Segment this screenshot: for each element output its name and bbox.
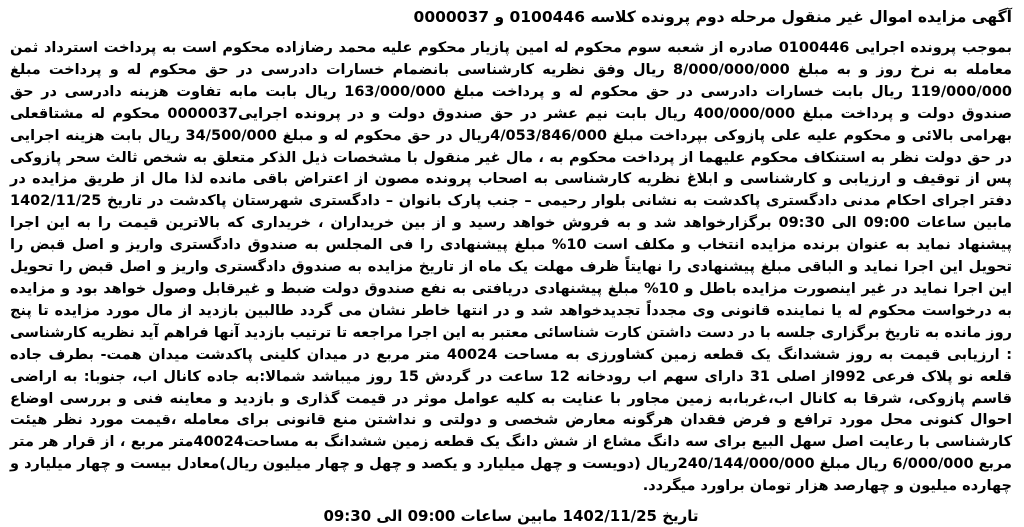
notice-title: آگهی مزایده اموال غیر منقول مرحله دوم پرونده کلاسه 0100446 و 0000037 — [413, 8, 1012, 26]
notice-body: بموجب پرونده اجرایی 0100446 صادره از شعبه سوم محکوم له امین پازیار محکوم علیه محمد رضازاده محکوم است به پرداخت استرداد ثمن معامله به نرخ روز و به مبلغ 8/000/000/000 ریال وفق نظریه کارشناسی بانضمام خسارات دادرسی در حق محکوم له و پرداخت مبلغ 119/000/000 ریال بابت خسارات دادرسی در حق محکوم له و پرداخت مبلغ 163/000/000 ریال بابت مابه تفاوت هزینه دادرسی در حق صندوق دولت و پرداخت مبلغ 400/000/000 ریال بابت نیم عشر در حق صندوق دولت و در پرونده اجرایی0000037 محکوم له مشتاقعلی بهرامی بالائی و محکوم علیه علی پازوکی بپرداخت مبلغ 4/053/846/000ریال در حق محکوم له و مبلغ 34/500/000 ریال بابت هزینه اجرایی در حق دولت نظر به استنکاف محکوم علیهما از پرداخت محکوم به ، مال غیر منقول با مشخصات ذیل الذکر متعلق به شخص ثالث سحر پازوکی پس از توقیف و ارزیابی و کارشناسی و ابلاغ نظریه کارشناسی به اصحاب پرونده مصون از اعتراض باقی مانده لذا مال از طریق مزایده در دفتر اجرای احکام مدنی دادگستری پاکدشت به نشانی بلوار رحیمی – جنب پارک بانوان – دادگستری شهرستان پاکدشت در تاریخ 1402/11/25 مابین ساعات 09:00 الی 09:30 برگزارخواهد شد و به فروش خواهد رسید و از بین خریداران ، خریداری که بالاترین قیمت را به این اجرا پیشنهاد نماید به عنوان برنده مزایده انتخاب و مکلف است 10% مبلغ پیشنهادی را فی المجلس به صندوق دادگستری واریز و اصل قبض را تحویل این اجرا نماید و الباقی مبلغ پیشنهادی را نهایتاً ظرف مهلت یک ماه از تاریخ مزایده به صندوق دادگستری واریز و اصل قبض را تحویل این اجرا نماید در غیر اینصورت مزایده باطل و 10% مبلغ پیشنهادی دریافتی به نفع صندوق دولت ضبط و غیرقابل وصول خواهد بود و مزایده به درخواست محکوم له یا نماینده قانونی وی مجدداً تجدیدخواهد شد و در انتها خاطر نشان می گردد طالبین بازدید از مال مورد مزایده تا پنج روز مانده به تاریخ برگزاری جلسه با در دست داشتن کارت شناسائی معتبر به این اجرا مراجعه تا ترتیب بازدید آنها فراهم آید نظریه کارشناسی : ارزیابی قیمت به روز ششدانگ یک قطعه زمین کشاورزی به مساحت 40024 متر مربع در میدان کلینی پاکدشت میدان همت- بطرف جاده قلعه نو پلاک فرعی 992از اصلی 31 دارای سهم اب رودخانه 12 ساعت در گردش 15 روز میباشد شمالا:به جاده کانال اب، جنوبا: به اراضی قاسم پازوکی، شرقا به کانال اب،غربا،به زمین مجاور با عنایت به کلیه عوامل موثر در قیمت گذاری و بازدید و معاینه فنی و بررسی اوضاع احوال کنونی محل مورد ترافع و فرض فقدان هرگونه معارض شخصی و دولتی و نداشتن منع قانونی برای معامله ،قیمت مورد نظر هیئت کارشناسی با رعایت اصل سهل البیع برای سه دانگ مشاع از شش دانگ یک قطعه زمین ششدانگ به مساحت40024متر مربع ، از قرار هر متر مربع 6/000/000 ریال مبلغ 240/144/000/000ریال (دویست و چهل میلیارد و یکصد و چهل و چهار میلیون ریال)معادل بیست و چهار میلیارد و چهارده میلیون و چهارصد هزار تومان براورد میگردد. — [10, 40, 1013, 495]
notice-footer: تاریخ 1402/11/25 مابین ساعات 09:00 الی 09:30 — [323, 507, 699, 526]
